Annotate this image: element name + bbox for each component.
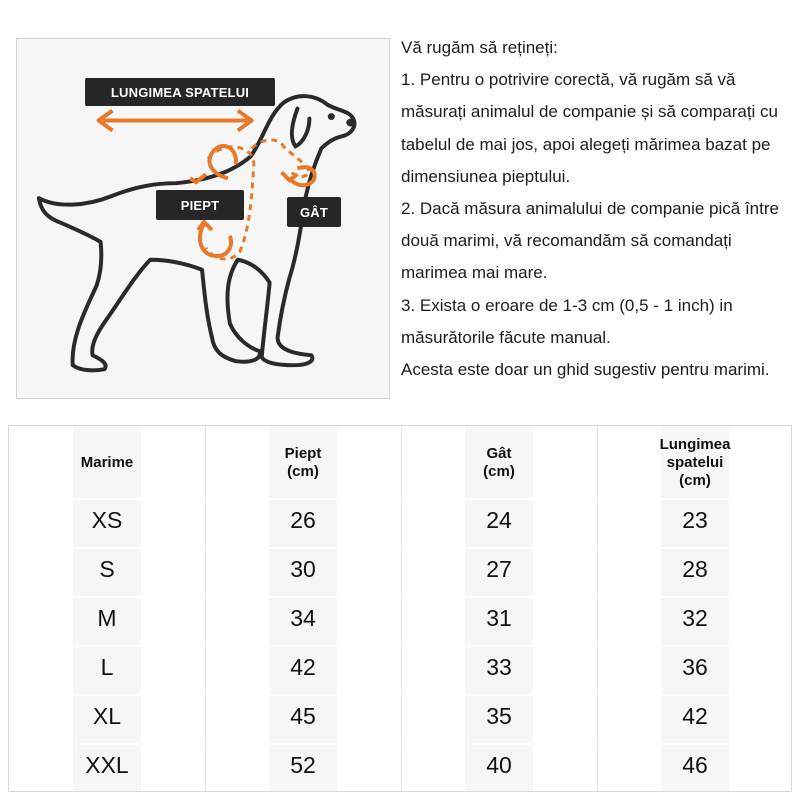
notes-heading: Vă rugăm să rețineți: [401,38,558,57]
cell-size: M [97,605,117,631]
row-divider [9,694,791,696]
column-chest [205,426,401,791]
cell-chest: 34 [290,605,316,631]
column-neck [401,426,597,791]
cell-chest: 26 [290,507,316,533]
neck-loop [252,140,310,177]
cell-chest: 52 [290,752,316,778]
chest-label: PIEPT [156,190,244,220]
header-back-length-line3: (cm) [679,472,711,489]
neck-label: GÂT [287,197,341,227]
cell-size: XXL [85,752,129,778]
sizing-notes [401,32,793,386]
row-divider [9,547,791,549]
header-chest-line2: (cm) [287,463,319,480]
cell-neck: 24 [486,507,512,533]
header-back-length-line2: spatelui [666,454,724,471]
dog-ear [292,109,310,147]
cell-neck: 33 [486,654,512,680]
dog-nose [346,119,356,127]
header-size [9,426,205,500]
header-chest-line1: Piept [284,445,322,462]
cell-size: L [100,654,114,680]
cell-back-length: 23 [682,507,708,533]
header-neck-line2: (cm) [483,463,515,480]
header-neck [401,426,597,500]
size-chart-table [8,425,792,792]
header-back-length [597,426,793,500]
chest-arrow-bottom [200,224,231,256]
header-neck-line1: Gât [486,445,512,462]
cell-neck: 27 [486,556,512,582]
cell-back-length: 46 [682,752,708,778]
row-divider [9,498,791,500]
back-length-label: LUNGIMEA SPATELUI [85,78,275,106]
header-size-line1: Marime [80,454,134,471]
cell-size: XS [91,507,123,533]
chest-arrow-top-head [190,174,206,182]
header-back-length-line1: Lungimea [659,436,731,453]
cell-chest: 42 [290,654,316,680]
column-size [9,426,205,791]
cell-size: XL [92,703,122,729]
cell-back-length: 36 [682,654,708,680]
dog-measurement-diagram [16,38,390,399]
cell-back-length: 32 [682,605,708,631]
cell-chest: 45 [290,703,316,729]
cell-neck: 31 [486,605,512,631]
header-chest [205,426,401,500]
column-back-length [597,426,793,791]
note-item-3: 3. Exista o eroare de 1-3 cm (0,5 - 1 inch) in măsurătorile făcute manual. [401,295,733,347]
cell-neck: 35 [486,703,512,729]
dog-eye [328,113,335,120]
row-divider [9,596,791,598]
dog-outline [39,96,354,370]
note-disclaimer: Acesta este doar un ghid sugestiv pentru marimi. [401,360,770,380]
cell-back-length: 42 [682,703,708,729]
note-item-1: 1. Pentru o potrivire corectă, vă rugăm să vă măsurați animalul de companie și să comparați cu tabelul de mai jos, apoi alegeți mărimea bazat pe dimensiunea pieptului. [401,70,779,186]
row-divider [9,645,791,647]
cell-size: S [99,556,115,582]
cell-back-length: 28 [682,556,708,582]
cell-chest: 30 [290,556,316,582]
cell-neck: 40 [486,752,512,778]
row-divider [9,743,791,745]
note-item-2: 2. Dacă măsura animalului de companie pică între două marimi, vă recomandăm să comandați marimea mai mare. [401,199,779,283]
